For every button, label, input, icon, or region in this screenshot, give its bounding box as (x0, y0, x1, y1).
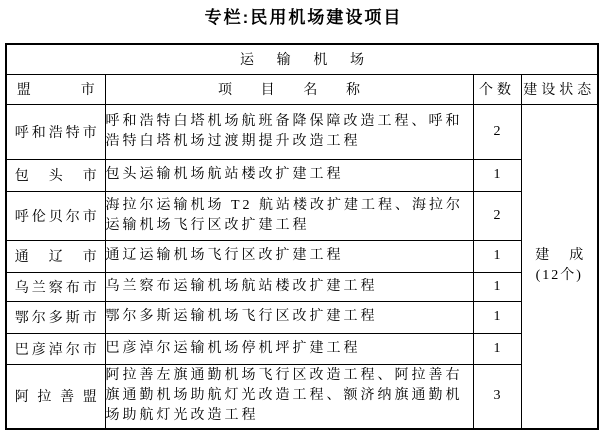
city-label: 乌兰察布市 (14, 280, 97, 296)
cell-count: 1 (473, 240, 521, 272)
cell-city (6, 191, 105, 240)
cell-projects: 鄂尔多斯运输机场飞行区改扩建工程 (105, 301, 473, 333)
section-header-row (6, 44, 598, 74)
cell-projects: 通辽运输机场飞行区改扩建工程 (105, 240, 473, 272)
city-label: 呼和浩特市 (14, 125, 97, 141)
airport-projects-table (5, 43, 599, 430)
city-label: 包头市 (14, 169, 97, 184)
cell-count: 2 (473, 104, 521, 159)
cell-city (6, 364, 105, 429)
section-header-label: 运输机场 (240, 53, 364, 69)
cell-count: 2 (473, 191, 521, 240)
cell-count: 1 (473, 333, 521, 364)
column-header-project-label: 项目名称 (218, 83, 360, 98)
table-row (6, 364, 598, 429)
table-row (6, 272, 598, 301)
status-line2: (12个) (535, 268, 583, 284)
table-row (6, 104, 598, 159)
cell-city (6, 301, 105, 333)
cell-projects: 呼和浩特白塔机场航班备降保障改造工程、呼和浩特白塔机场过渡期提升改造工程 (105, 104, 473, 159)
table-row (6, 159, 598, 191)
section-header-cell (6, 44, 598, 74)
cell-count: 1 (473, 272, 521, 301)
city-label: 通辽市 (14, 250, 97, 265)
table-row (6, 240, 598, 272)
column-header-count-label: 个数 (479, 83, 515, 98)
cell-city (6, 333, 105, 364)
city-label: 呼伦贝尔市 (14, 209, 97, 225)
table-row (6, 333, 598, 364)
cell-city (6, 104, 105, 159)
cell-status (521, 104, 598, 429)
cell-city (6, 272, 105, 301)
table-row (6, 301, 598, 333)
city-label: 阿拉善盟 (14, 390, 97, 406)
column-header-status-label: 建设状态 (523, 83, 596, 98)
table-row (6, 191, 598, 240)
cell-city (6, 240, 105, 272)
cell-city (6, 159, 105, 191)
column-header-project (105, 74, 473, 104)
cell-projects: 乌兰察布运输机场航站楼改扩建工程 (105, 272, 473, 301)
city-label: 鄂尔多斯市 (14, 311, 97, 326)
column-header-count (473, 74, 521, 104)
column-header-city (6, 74, 105, 104)
column-header-row (6, 74, 598, 104)
column-header-city-label: 盟市 (16, 83, 95, 98)
cell-projects: 包头运输机场航站楼改扩建工程 (105, 159, 473, 191)
cell-projects: 阿拉善左旗通勤机场飞行区改造工程、阿拉善右旗通勤机场助航灯光改造工程、额济纳旗通勤机场助航灯光改造工程 (105, 364, 473, 429)
cell-count: 3 (473, 364, 521, 429)
cell-projects: 巴彦淖尔运输机场停机坪扩建工程 (105, 333, 473, 364)
page-title: 专栏:民用机场建设项目 (204, 8, 403, 27)
cell-count: 1 (473, 301, 521, 333)
city-label: 巴彦淖尔市 (14, 342, 97, 358)
cell-projects: 海拉尔运输机场 T2 航站楼改扩建工程、海拉尔运输机场飞行区改扩建工程 (105, 191, 473, 240)
status-line1: 建成 (535, 248, 584, 264)
column-header-status (521, 74, 598, 104)
cell-count: 1 (473, 159, 521, 191)
